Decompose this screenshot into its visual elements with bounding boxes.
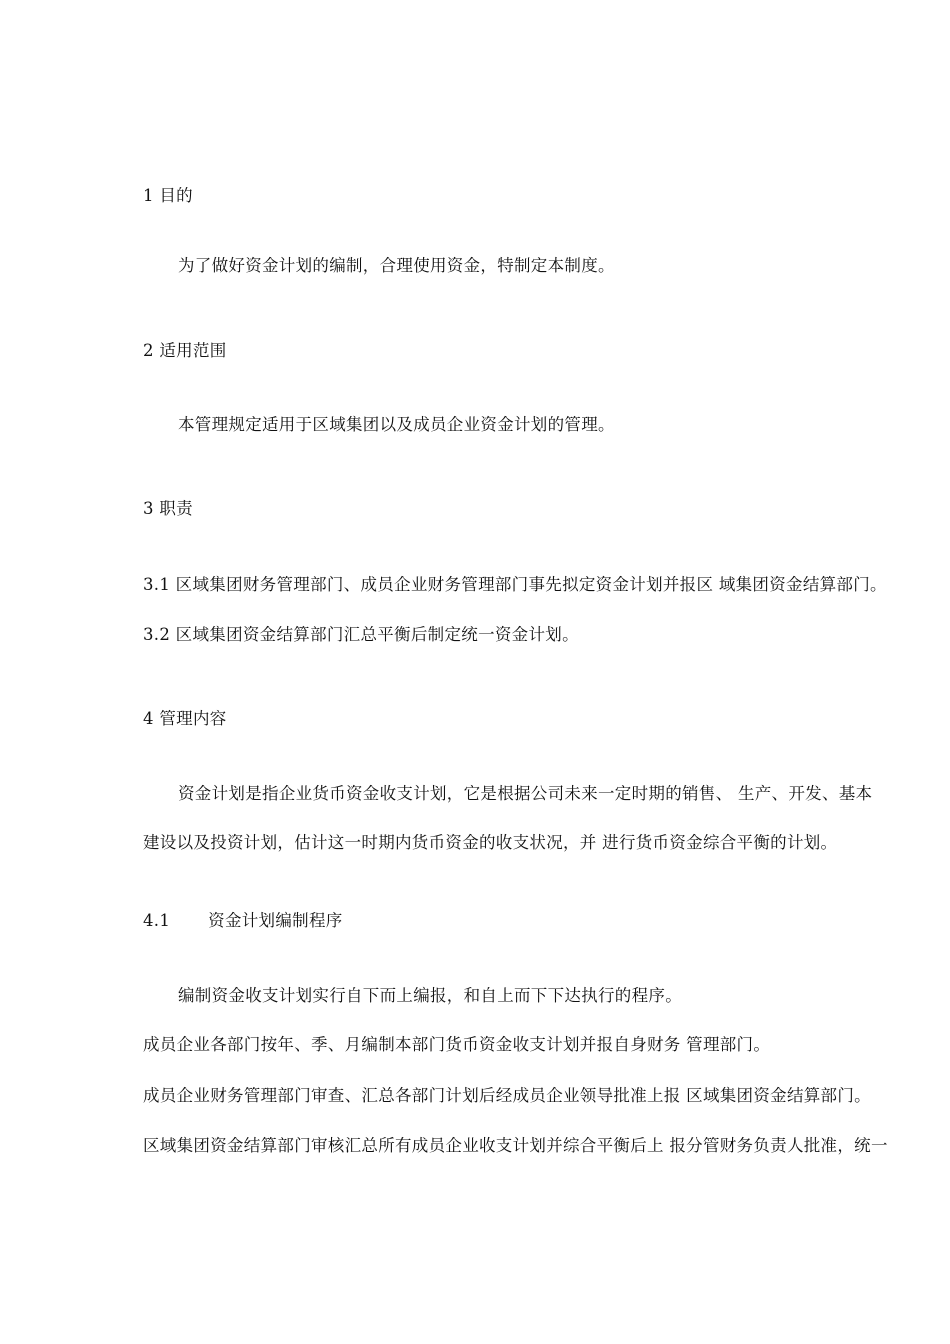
section-4-heading: 4 管理内容 <box>143 709 227 728</box>
section-4-1-intro: 编制资金收支计划实行自下而上编报，和自上而下下达执行的程序。 <box>178 986 682 1005</box>
section-3-item-2: 3.2 区域集团资金结算部门汇总平衡后制定统一资金计划。 <box>143 625 579 644</box>
section-4-body-line-2: 建设以及投资计划，估计这一时期内货币资金的收支状况，并 进行货币资金综合平衡的计划。 <box>143 833 838 852</box>
section-3-item-1: 3.1 区域集团财务管理部门、成员企业财务管理部门事先拟定资金计划并报区 域集团资金结算部门。 <box>143 575 887 594</box>
section-4-1-number: 4.1 <box>143 911 171 930</box>
section-1-heading: 1 目的 <box>143 186 193 205</box>
section-4-1-step-2: 成员企业财务管理部门审查、汇总各部门计划后经成员企业领导批准上报 区域集团资金结算部门。 <box>143 1086 871 1105</box>
section-4-1-title: 资金计划编制程序 <box>208 911 343 930</box>
section-4-body-line-1: 资金计划是指企业货币资金收支计划，它是根据公司未来一定时期的销售、 生产、开发、基本 <box>178 784 873 803</box>
section-2-body: 本管理规定适用于区域集团以及成员企业资金计划的管理。 <box>178 415 615 434</box>
section-4-1-step-1: 成员企业各部门按年、季、月编制本部门货币资金收支计划并报自身财务 管理部门。 <box>143 1035 771 1054</box>
section-2-heading: 2 适用范围 <box>143 341 227 360</box>
section-1-body: 为了做好资金计划的编制，合理使用资金，特制定本制度。 <box>178 256 615 275</box>
section-4-1-step-3: 区域集团资金结算部门审核汇总所有成员企业收支计划并综合平衡后上 报分管财务负责人批准，统一 <box>143 1136 888 1155</box>
section-3-heading: 3 职责 <box>143 499 193 518</box>
section-4-1-heading <box>143 910 343 932</box>
